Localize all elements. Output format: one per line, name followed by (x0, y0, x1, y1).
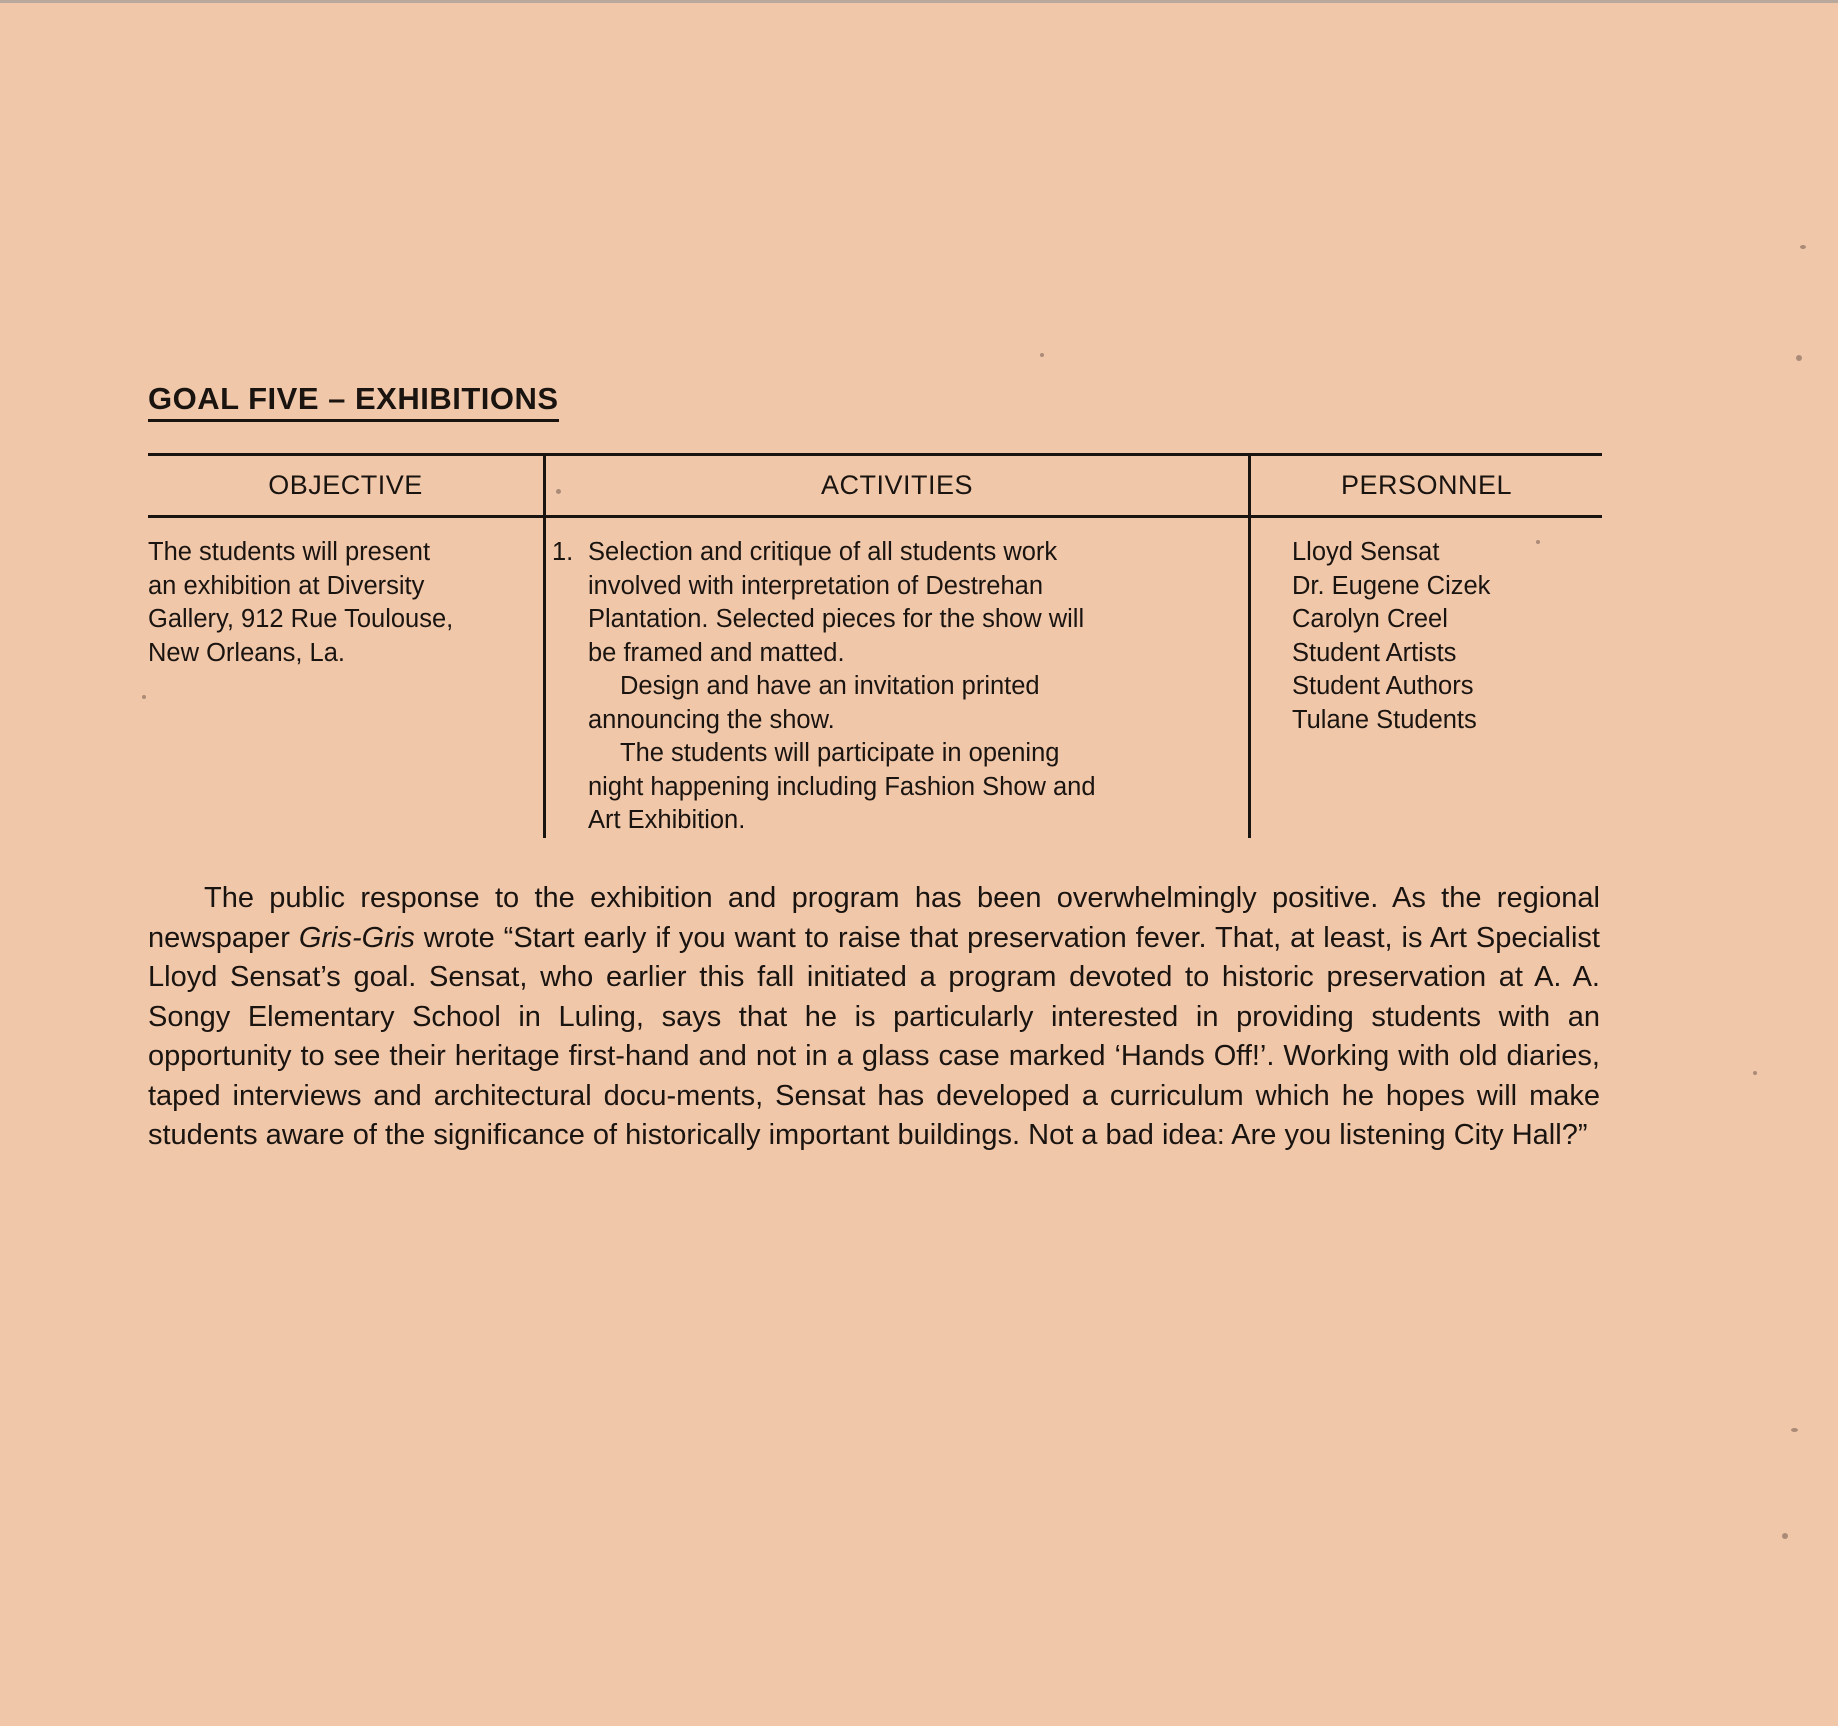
personnel-name: Student Artists (1292, 638, 1457, 667)
objective-line: New Orleans, La. (148, 638, 346, 667)
personnel-header: PERSONNEL (1340, 470, 1513, 500)
goal-table (148, 453, 1602, 838)
personnel-name: Lloyd Sensat (1292, 538, 1440, 566)
activities-cell (552, 536, 1238, 838)
personnel-name: Tulane Students (1292, 705, 1477, 734)
personnel-cell (1292, 536, 1592, 737)
objective-header: OBJECTIVE (268, 470, 423, 500)
body-paragraph (148, 879, 1600, 1156)
paragraph-text-part1: The public response to the exhibition and program has been overwhelmingly positive. As the regional newspaper (148, 882, 1600, 954)
print-speckle (142, 695, 146, 699)
print-speckle (1796, 355, 1802, 361)
personnel-name: Dr. Eugene Cizek (1292, 571, 1491, 600)
column-divider (1248, 453, 1251, 838)
personnel-name: Carolyn Creel (1292, 605, 1448, 633)
paragraph-text-part2: wrote “Start early if you want to raise that preservation fever. That, at least, is Art Specialist Lloyd Sensat’s goal. Sensat, who earlier this fall initiated a program devoted to historic preservation at A. A. Songy Elementary School in Luling, says that he is particularly interested in providing students with an opportunity to see their heritage first-hand and not in a glass case marked ‘Hands Off!’. Working with old diaries, taped interviews and architectural docu-ments, Sensat has developed a curriculum which he hopes will make students aware of the significance of historically important buildings. Not a bad idea: Are you listening City Hall?” (148, 921, 1600, 1151)
print-speckle (1791, 1428, 1798, 1432)
activity-line: Art Exhibition. (588, 806, 746, 834)
table-top-rule (148, 453, 1602, 456)
table-header-rule (148, 515, 1602, 518)
print-speckle (1782, 1533, 1788, 1539)
activity-number: 1. (552, 538, 574, 566)
activity-line: involved with interpretation of Destrehan (588, 571, 1044, 600)
objective-line: Gallery, 912 Rue Toulouse, (148, 605, 454, 633)
objective-line: The students will present (148, 538, 431, 566)
activity-line: night happening including Fashion Show and (588, 772, 1096, 801)
print-speckle (1800, 245, 1806, 249)
objective-cell (148, 536, 533, 670)
activity-line: Design and have an invitation printed (620, 672, 1040, 700)
activity-line: announcing the show. (588, 705, 835, 734)
activity-line: Plantation. Selected pieces for the show will (588, 605, 1085, 633)
goal-heading: GOAL FIVE – EXHIBITIONS (148, 381, 559, 422)
activity-line: Selection and critique of all students work (588, 538, 1058, 566)
activity-line: be framed and matted. (588, 638, 845, 667)
activity-line: The students will participate in opening (620, 739, 1060, 767)
print-speckle (1040, 353, 1044, 357)
personnel-name: Student Authors (1292, 672, 1474, 700)
print-speckle (1753, 1071, 1757, 1075)
column-divider (543, 453, 546, 838)
newspaper-name: Gris-Gris (298, 921, 415, 954)
response-paragraph (148, 879, 1600, 1156)
activities-header: ACTIVITIES (820, 470, 974, 500)
objective-line: an exhibition at Diversity (148, 571, 425, 600)
